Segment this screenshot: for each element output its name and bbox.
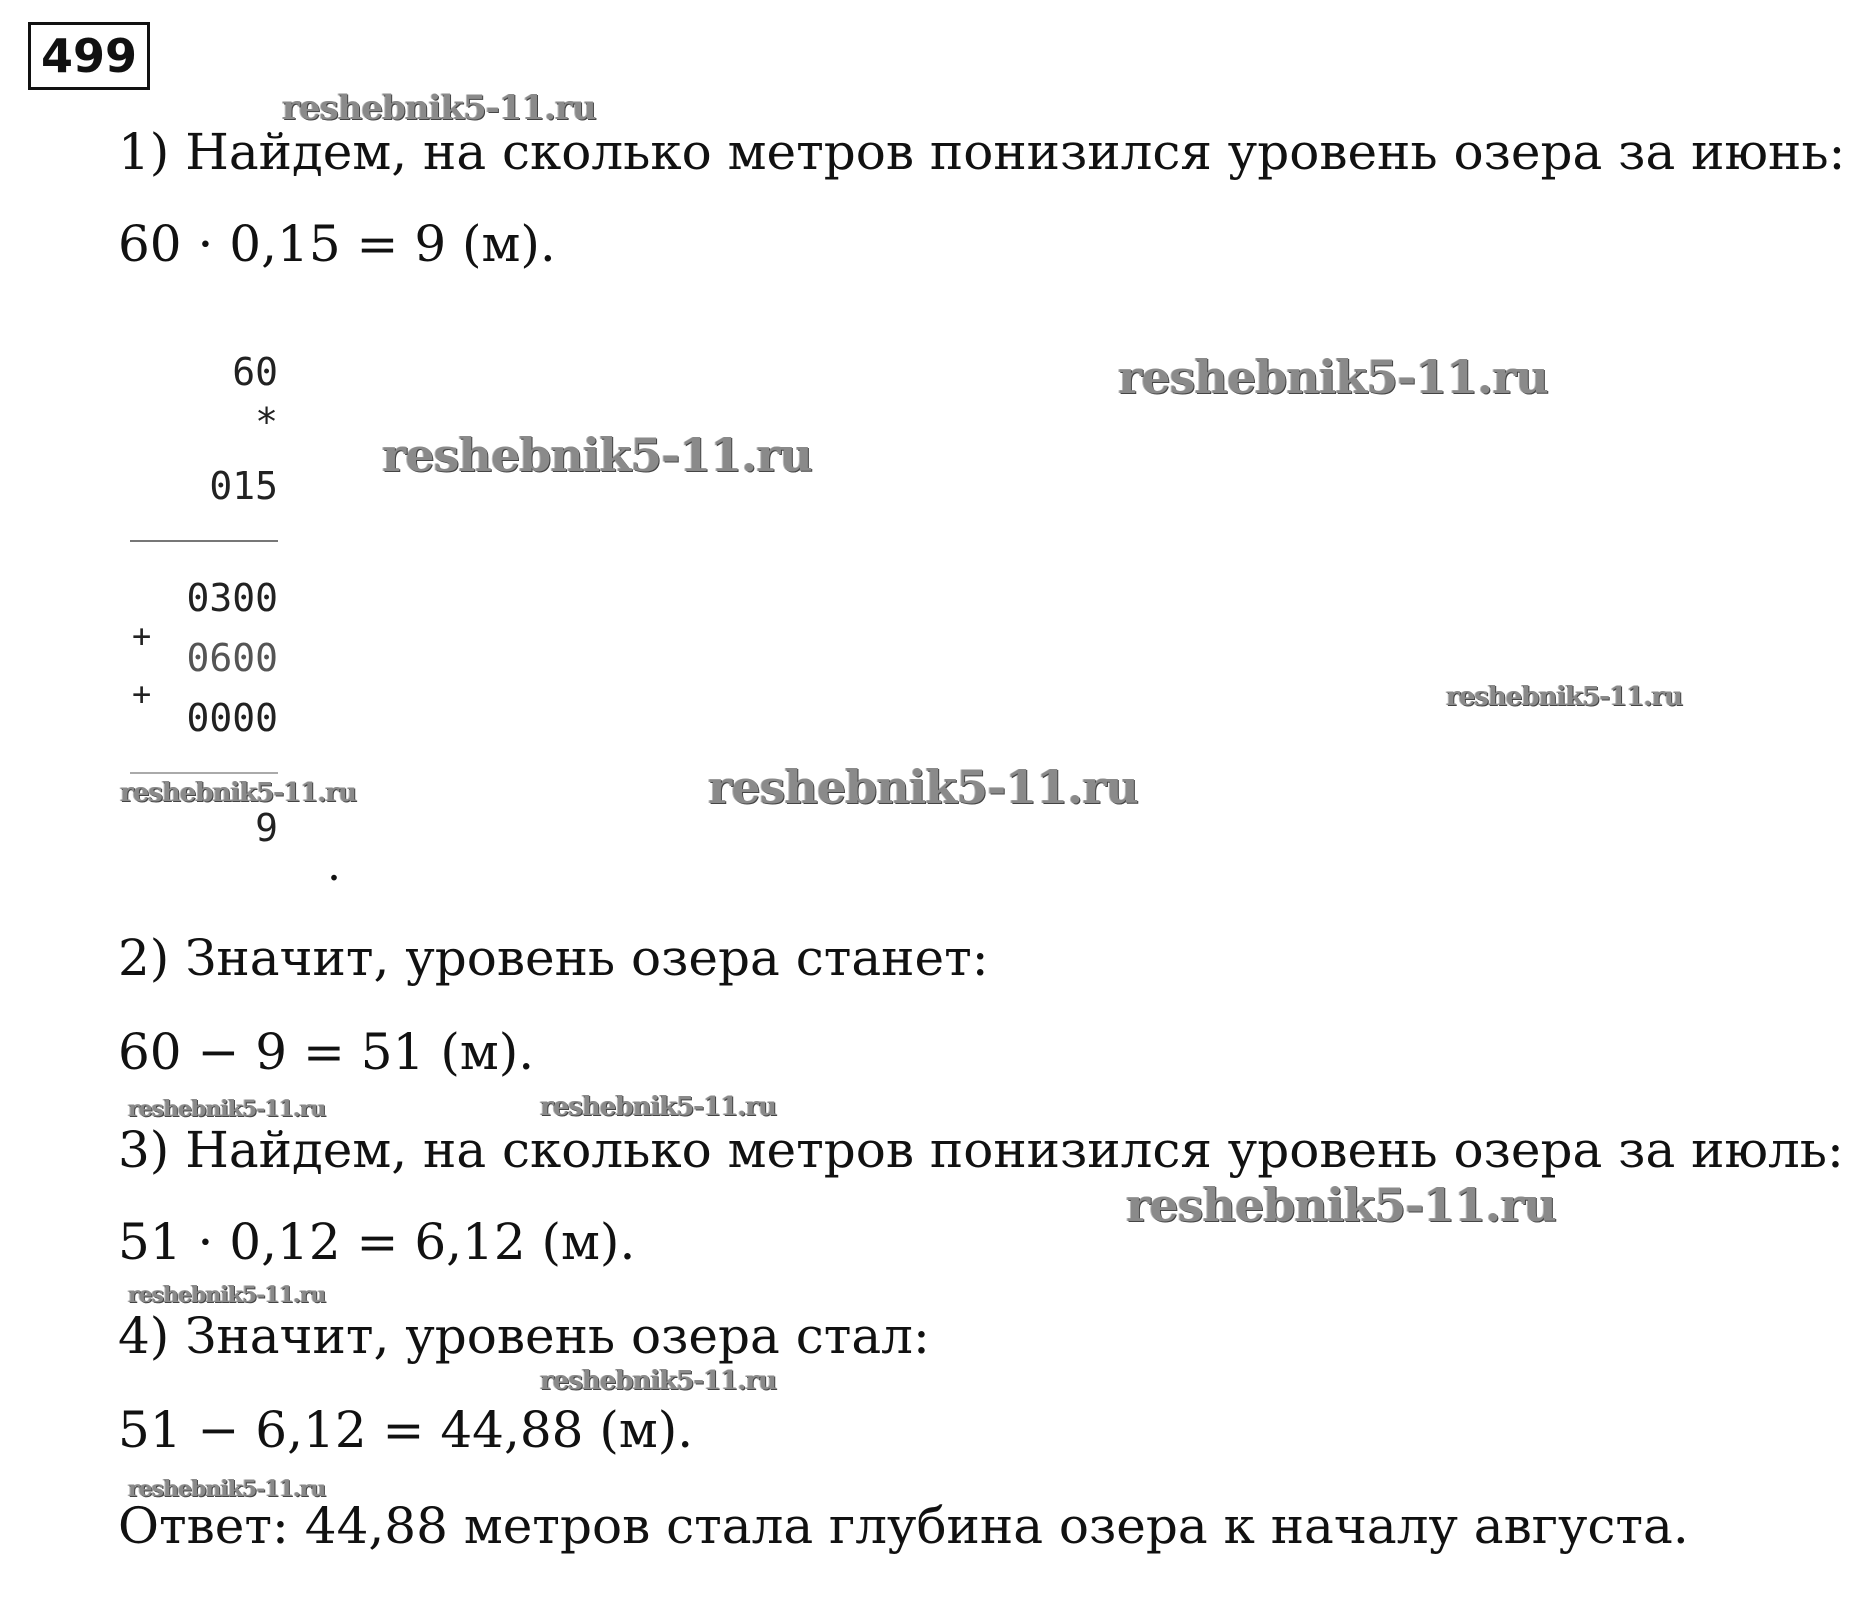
watermark: reshebnik5-11.ru bbox=[540, 1092, 777, 1122]
plus-sign-1: + bbox=[132, 617, 152, 655]
rule-bottom bbox=[130, 772, 278, 774]
rule-top bbox=[130, 540, 278, 542]
watermark: reshebnik5-11.ru bbox=[382, 428, 812, 482]
step1-expression: 60 · 0,15 = 9 (м). bbox=[118, 215, 556, 273]
step1-text: 1) Найдем, на сколько метров понизился уровень озера за июнь: bbox=[118, 123, 1846, 181]
trailing-dot: . bbox=[327, 840, 341, 891]
multiplicand: 60 bbox=[232, 350, 278, 394]
watermark: reshebnik5-11.ru bbox=[128, 1476, 326, 1502]
step2-text: 2) Значит, уровень озера станет: bbox=[118, 929, 989, 987]
watermark: reshebnik5-11.ru bbox=[708, 760, 1138, 814]
step4-text: 4) Значит, уровень озера стал: bbox=[118, 1307, 930, 1365]
result: 9 bbox=[255, 806, 278, 850]
watermark: reshebnik5-11.ru bbox=[282, 88, 596, 128]
watermark: reshebnik5-11.ru bbox=[540, 1366, 777, 1396]
plus-sign-2: + bbox=[132, 675, 152, 713]
watermark: reshebnik5-11.ru bbox=[1446, 682, 1683, 712]
watermark: reshebnik5-11.ru bbox=[120, 778, 357, 808]
step2-expression: 60 − 9 = 51 (м). bbox=[118, 1023, 535, 1081]
step3-text: 3) Найдем, на сколько метров понизился уровень озера за июль: bbox=[118, 1121, 1844, 1179]
watermark: reshebnik5-11.ru bbox=[128, 1096, 326, 1122]
answer-text: Ответ: 44,88 метров стала глубина озера к началу августа. bbox=[118, 1497, 1689, 1555]
partial-product-2: 0600 bbox=[186, 636, 278, 680]
watermark: reshebnik5-11.ru bbox=[1118, 350, 1548, 404]
multiplier: 015 bbox=[209, 464, 278, 508]
task-number-badge: 499 bbox=[28, 22, 150, 90]
watermark: reshebnik5-11.ru bbox=[128, 1282, 326, 1308]
watermark: reshebnik5-11.ru bbox=[1126, 1178, 1556, 1232]
multiply-operator: * bbox=[255, 400, 278, 444]
partial-product-3: 0000 bbox=[186, 696, 278, 740]
step4-expression: 51 − 6,12 = 44,88 (м). bbox=[118, 1401, 694, 1459]
step3-expression: 51 · 0,12 = 6,12 (м). bbox=[118, 1213, 636, 1271]
partial-product-1: 0300 bbox=[186, 576, 278, 620]
